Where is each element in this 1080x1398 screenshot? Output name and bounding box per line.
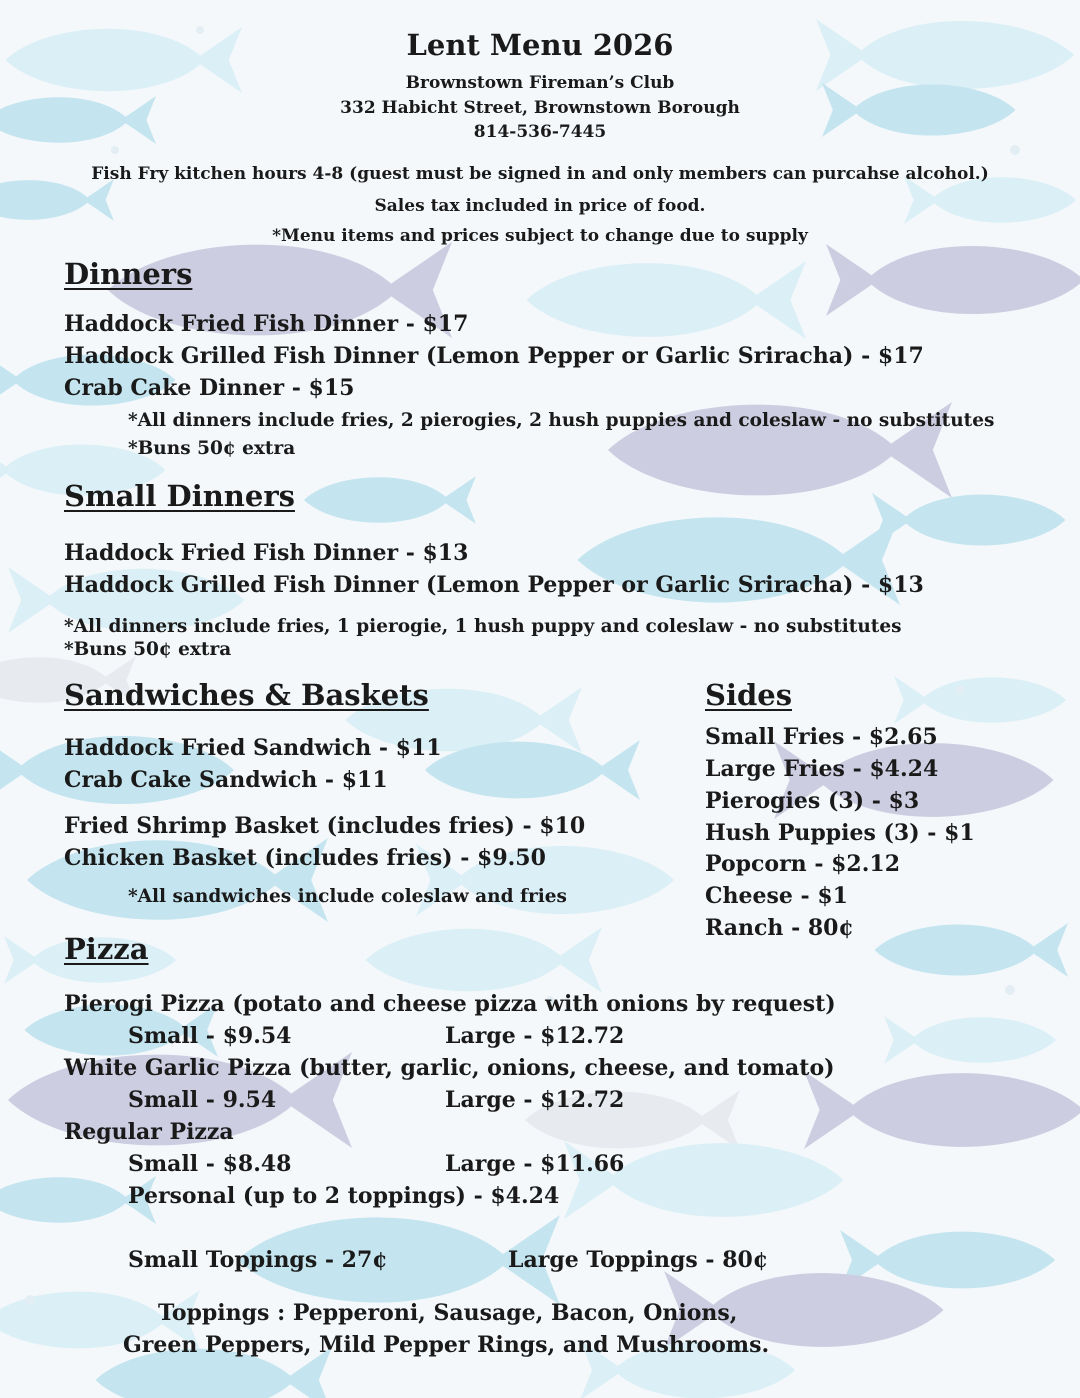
dinner-item-haddock-grilled: Haddock Grilled Fish Dinner (Lemon Pepper or Garlic Sriracha) - $17 <box>64 343 924 369</box>
pizza-regular-large: Large - $11.66 <box>445 1151 625 1177</box>
side-item-large-fries: Large Fries - $4.24 <box>705 756 939 782</box>
side-item-hush-puppies: Hush Puppies (3) - $1 <box>705 820 975 846</box>
sandwich-item-haddock: Haddock Fried Sandwich - $11 <box>64 735 442 761</box>
side-item-cheese: Cheese - $1 <box>705 883 848 909</box>
small-dinners-heading: Small Dinners <box>64 479 295 513</box>
pizza-white-garlic-name: White Garlic Pizza (butter, garlic, onions, cheese, and tomato) <box>64 1055 835 1081</box>
pizza-white-garlic-large: Large - $12.72 <box>445 1087 625 1113</box>
sales-tax-note: Sales tax included in price of food. <box>374 196 706 216</box>
dinners-buns-note: *Buns 50¢ extra <box>128 438 296 459</box>
pizza-heading: Pizza <box>64 932 149 966</box>
small-dinner-item-haddock-grilled: Haddock Grilled Fish Dinner (Lemon Pepper or Garlic Sriracha) - $13 <box>64 572 924 598</box>
page-title: Lent Menu 2026 <box>406 28 674 62</box>
pizza-pierogi-name: Pierogi Pizza (potato and cheese pizza with onions by request) <box>64 991 836 1017</box>
club-name: Brownstown Fireman’s Club <box>405 73 675 93</box>
basket-item-chicken: Chicken Basket (includes fries) - $9.50 <box>64 845 546 871</box>
sandwiches-note: *All sandwiches include coleslaw and fries <box>128 886 567 907</box>
kitchen-hours-note: Fish Fry kitchen hours 4-8 (guest must be signed in and only members can purcahse alcohol.) <box>91 164 989 184</box>
pizza-regular-name: Regular Pizza <box>64 1119 234 1145</box>
pizza-personal: Personal (up to 2 toppings) - $4.24 <box>128 1183 560 1209</box>
dinners-includes-note: *All dinners include fries, 2 pierogies, 2 hush puppies and coleslaw - no substitutes <box>128 410 995 431</box>
small-dinner-item-haddock-fried: Haddock Fried Fish Dinner - $13 <box>64 540 469 566</box>
side-item-ranch: Ranch - 80¢ <box>705 915 854 941</box>
dinners-heading: Dinners <box>64 257 193 291</box>
pizza-white-garlic-small: Small - 9.54 <box>128 1087 277 1113</box>
pizza-pierogi-small: Small - $9.54 <box>128 1023 292 1049</box>
club-phone: 814-536-7445 <box>473 122 607 142</box>
dinner-item-crab-cake: Crab Cake Dinner - $15 <box>64 375 355 401</box>
toppings-list-line-1: Toppings : Pepperoni, Sausage, Bacon, Onions, <box>158 1300 738 1326</box>
pizza-regular-small: Small - $8.48 <box>128 1151 292 1177</box>
sandwich-item-crab-cake: Crab Cake Sandwich - $11 <box>64 767 388 793</box>
toppings-list-line-2: Green Peppers, Mild Pepper Rings, and Mushrooms. <box>123 1332 770 1358</box>
small-dinners-buns-note: *Buns 50¢ extra <box>64 639 232 660</box>
large-toppings-price: Large Toppings - 80¢ <box>508 1247 769 1273</box>
side-item-small-fries: Small Fries - $2.65 <box>705 724 938 750</box>
small-dinners-includes-note: *All dinners include fries, 1 pierogie, 1 hush puppy and coleslaw - no substitutes <box>64 616 902 637</box>
side-item-popcorn: Popcorn - $2.12 <box>705 851 901 877</box>
side-item-pierogies: Pierogies (3) - $3 <box>705 788 920 814</box>
club-address: 332 Habicht Street, Brownstown Borough <box>340 98 740 118</box>
supply-note: *Menu items and prices subject to change due to supply <box>272 226 808 246</box>
sandwiches-heading: Sandwiches & Baskets <box>64 678 429 712</box>
small-toppings-price: Small Toppings - 27¢ <box>128 1247 388 1273</box>
sides-heading: Sides <box>705 678 793 712</box>
dinner-item-haddock-fried: Haddock Fried Fish Dinner - $17 <box>64 311 469 337</box>
pizza-pierogi-large: Large - $12.72 <box>445 1023 625 1049</box>
basket-item-shrimp: Fried Shrimp Basket (includes fries) - $10 <box>64 813 586 839</box>
